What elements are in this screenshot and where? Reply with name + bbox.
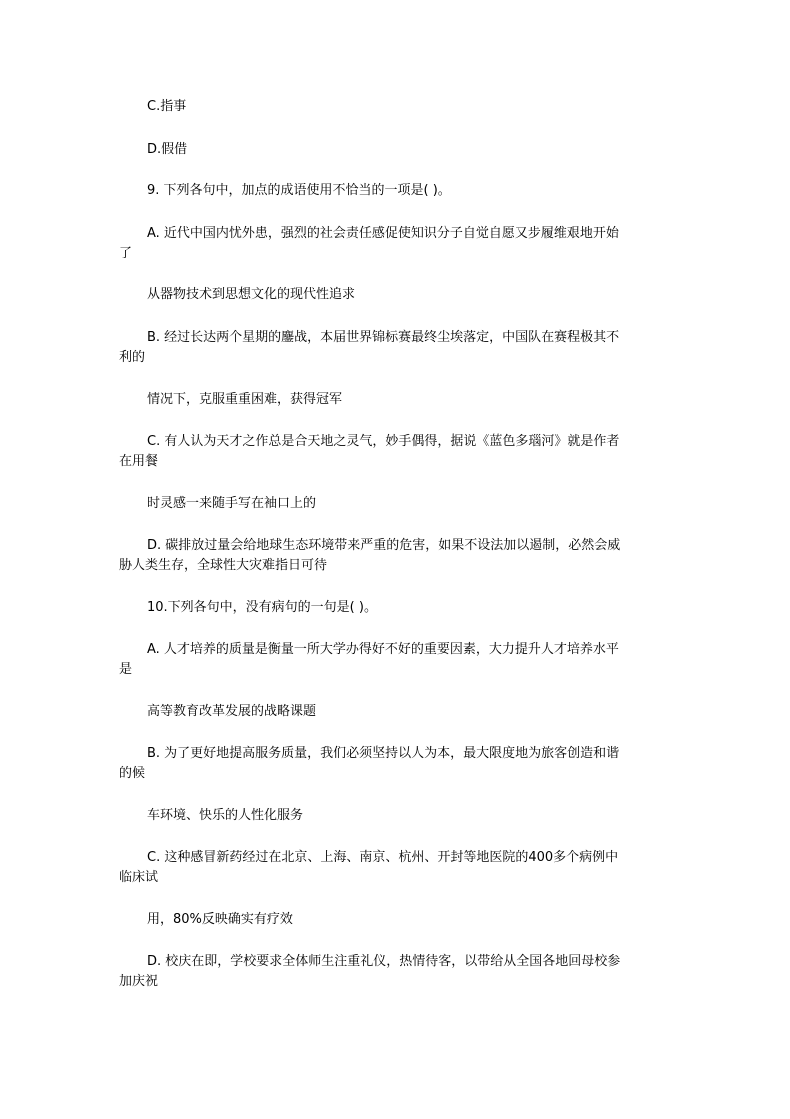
option-d-line: D.假借 [147, 142, 188, 157]
q9-option-a-line-1: A. 近代中国内忧外患，强烈的社会责任感促使知识分子自觉自愿又步履维艰地开始 [147, 226, 619, 241]
q10-option-b-line-2: 的候 [119, 766, 146, 781]
question-9-stem: 9. 下列各句中，加点的成语使用不恰当的一项是( )。 [147, 183, 451, 198]
option-c-line: C.指事 [147, 99, 187, 114]
q10-option-b-line-3: 车环境、快乐的人性化服务 [147, 808, 304, 823]
q10-option-a-line-3: 高等教育改革发展的战略课题 [147, 704, 317, 719]
q10-option-a-line-1: A. 人才培养的质量是衡量一所大学办得好不好的重要因素，大力提升人才培养水平 [147, 642, 619, 657]
q9-option-c-line-3: 时灵感一来随手写在袖口上的 [147, 496, 317, 511]
question-10-stem: 10.下列各句中，没有病句的一句是( )。 [147, 600, 377, 615]
q9-option-c-line-1: C. 有人认为天才之作总是合天地之灵气，妙手偶得，据说《蓝色多瑙河》就是作者 [147, 434, 620, 449]
q9-option-b-line-1: B. 经过长达两个星期的鏖战，本届世界锦标赛最终尘埃落定，中国队在赛程极其不 [147, 330, 620, 345]
q10-option-c-line-1: C. 这种感冒新药经过在北京、上海、南京、杭州、开封等地医院的400多个病例中 [147, 850, 619, 865]
q9-option-c-line-2: 在用餐 [119, 454, 159, 469]
q9-option-d-line-2: 胁人类生存，全球性大灾难指日可待 [119, 558, 328, 573]
q10-option-d-line-2: 加庆祝 [119, 974, 159, 989]
q9-option-a-line-3: 从器物技术到思想文化的现代性追求 [147, 287, 356, 302]
q10-option-d-line-1: D. 校庆在即，学校要求全体师生注重礼仪，热情待客，以带给从全国各地回母校参 [147, 954, 621, 969]
q10-option-b-line-1: B. 为了更好地提高服务质量，我们必须坚持以人为本，最大限度地为旅客创造和谐 [147, 746, 620, 761]
q9-option-b-line-3: 情况下，克服重重困难，获得冠军 [147, 392, 343, 407]
q10-option-a-line-2: 是 [119, 662, 133, 677]
q9-option-b-line-2: 利的 [119, 350, 146, 365]
q10-option-c-line-2: 临床试 [119, 870, 159, 885]
q9-option-d-line-1: D. 碳排放过量会给地球生态环境带来严重的危害，如果不设法加以遏制，必然会威 [147, 538, 621, 553]
q9-option-a-line-2: 了 [119, 246, 133, 261]
q10-option-c-line-3: 用，80%反映确实有疗效 [147, 912, 293, 927]
